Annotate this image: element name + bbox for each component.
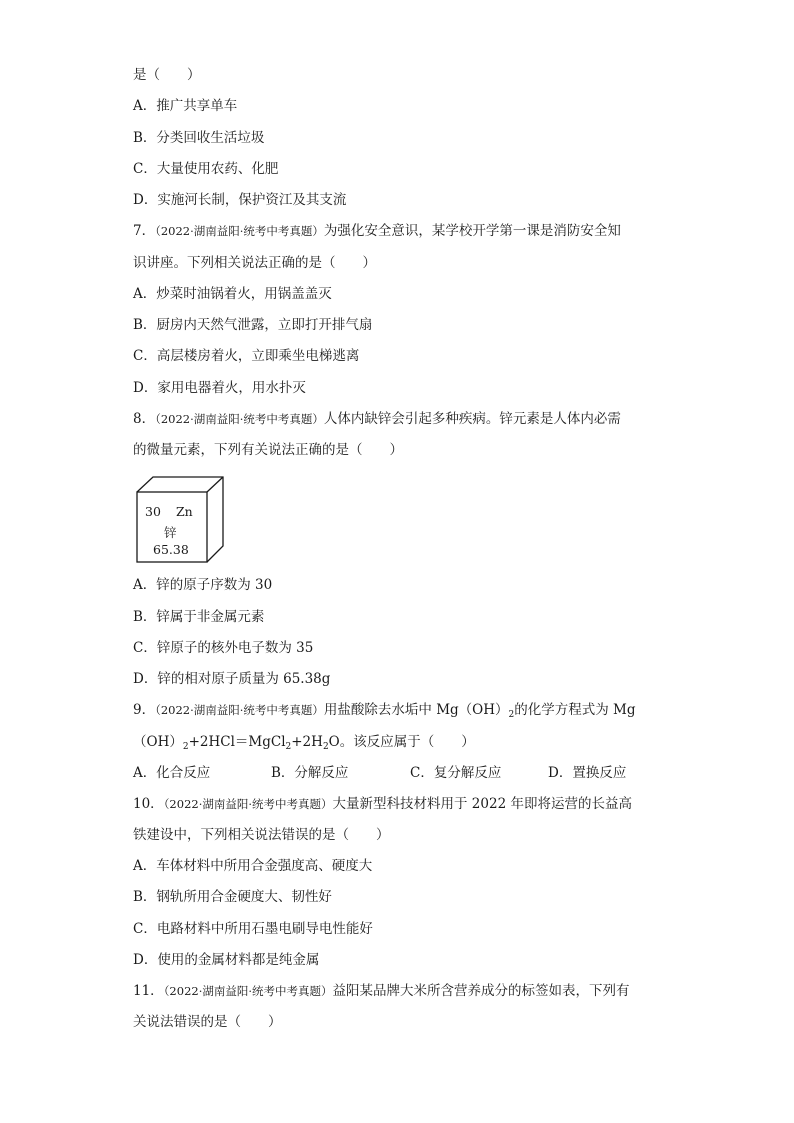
q10-stem-line2: 铁建设中，下列相关说法错误的是（ ）	[133, 827, 390, 843]
q9-eq-part2: +2HCl＝MgCl	[188, 734, 286, 750]
q9-number: 9．	[133, 702, 156, 718]
element-name: 锌	[164, 525, 177, 540]
element-symbol: Zn	[176, 504, 193, 519]
q9-option-b[interactable]: B．分解反应	[271, 765, 349, 781]
q9-option-c[interactable]: C．复分解反应	[410, 765, 502, 781]
q7-source: （2022·湖南益阳·统考中考真题）	[155, 224, 324, 238]
q10-option-a[interactable]: A．车体材料中所用合金强度高、硬度大	[133, 858, 373, 874]
element-mass: 65.38	[153, 542, 189, 557]
element-atomic-number: 30	[145, 504, 161, 519]
q7-option-b[interactable]: B．厨房内天然气泄露，立即打开排气扇	[133, 317, 373, 333]
q9-sub-1: 2	[508, 710, 515, 720]
q9-eq-sub2: 2	[285, 742, 292, 752]
q6-option-c[interactable]: C．大量使用农药、化肥	[133, 161, 279, 177]
q9-stem-line1	[133, 701, 636, 724]
q9-eq-sub1: 2	[182, 742, 189, 752]
q9-option-d[interactable]: D．置换反应	[548, 765, 627, 781]
q9-text-1a: 用盐酸除去水垢中 Mg（OH）	[323, 702, 509, 718]
q11-stem-line1	[133, 982, 630, 1000]
q6-option-b[interactable]: B．分类回收生活垃圾	[133, 130, 265, 146]
q8-number: 8．	[133, 411, 156, 427]
q8-option-a[interactable]: A．锌的原子序数为 30	[133, 577, 273, 593]
q10-option-b[interactable]: B．钢轨所用合金硬度大、韧性好	[133, 889, 332, 905]
q10-stem-line1	[133, 795, 632, 813]
q10-option-c[interactable]: C．电路材料中所用石墨电刷导电性能好	[133, 921, 373, 937]
q8-option-b[interactable]: B．锌属于非金属元素	[133, 609, 265, 625]
q8-stem-line2: 的微量元素，下列有关说法正确的是（ ）	[133, 442, 403, 458]
q9-eq-part4: O。该反应属于（ ）	[328, 734, 475, 750]
q10-text-1: 大量新型科技材料用于 2022 年即将运营的长益高	[332, 796, 632, 812]
q6-option-d[interactable]: D．实施河长制，保护资江及其支流	[133, 192, 347, 208]
q9-option-a[interactable]: A．化合反应	[133, 765, 211, 781]
q8-source: （2022·湖南益阳·统考中考真题）	[155, 412, 324, 426]
q7-option-d[interactable]: D．家用电器着火，用水扑灭	[133, 380, 306, 396]
q10-source: （2022·湖南益阳·统考中考真题）	[163, 797, 333, 811]
q7-option-c[interactable]: C．高层楼房着火，立即乘坐电梯逃离	[133, 348, 360, 364]
q8-stem-line1	[133, 410, 621, 428]
q9-stem-line2	[133, 733, 475, 756]
q7-stem-line2: 识讲座。下列相关说法正确的是（ ）	[133, 255, 376, 271]
q7-text-1: 为强化安全意识，某学校开学第一课是消防安全知	[323, 223, 621, 239]
q11-number: 11．	[133, 983, 164, 999]
q9-eq-sub3: 2	[322, 742, 329, 752]
q9-eq-part3: +2H	[291, 734, 323, 750]
q6-stem-tail: 是（ ）	[133, 67, 201, 83]
q7-option-a[interactable]: A．炒菜时油锅着火，用锅盖盖灭	[133, 286, 332, 302]
q9-text-1b: 的化学方程式为 Mg	[514, 702, 636, 718]
q6-option-a[interactable]: A．推广共享单车	[133, 98, 238, 114]
q8-option-c[interactable]: C．锌原子的核外电子数为 35	[133, 640, 314, 656]
zinc-element-cube-figure	[136, 476, 228, 564]
q9-source: （2022·湖南益阳·统考中考真题）	[155, 703, 324, 717]
q11-source: （2022·湖南益阳·统考中考真题）	[163, 984, 333, 998]
q8-text-1: 人体内缺锌会引起多种疾病。锌元素是人体内必需	[323, 411, 621, 427]
q11-text-1: 益阳某品牌大米所含营养成分的标签如表，下列有	[332, 983, 630, 999]
q10-option-d[interactable]: D．使用的金属材料都是纯金属	[133, 952, 320, 968]
q8-option-d[interactable]: D．锌的相对原子质量为 65.38g	[133, 671, 331, 687]
q11-stem-line2: 关说法错误的是（ ）	[133, 1014, 282, 1030]
q7-stem-line1	[133, 222, 621, 240]
q7-number: 7．	[133, 223, 156, 239]
q10-number: 10．	[133, 796, 164, 812]
q9-eq-part1: （OH）	[133, 734, 183, 750]
